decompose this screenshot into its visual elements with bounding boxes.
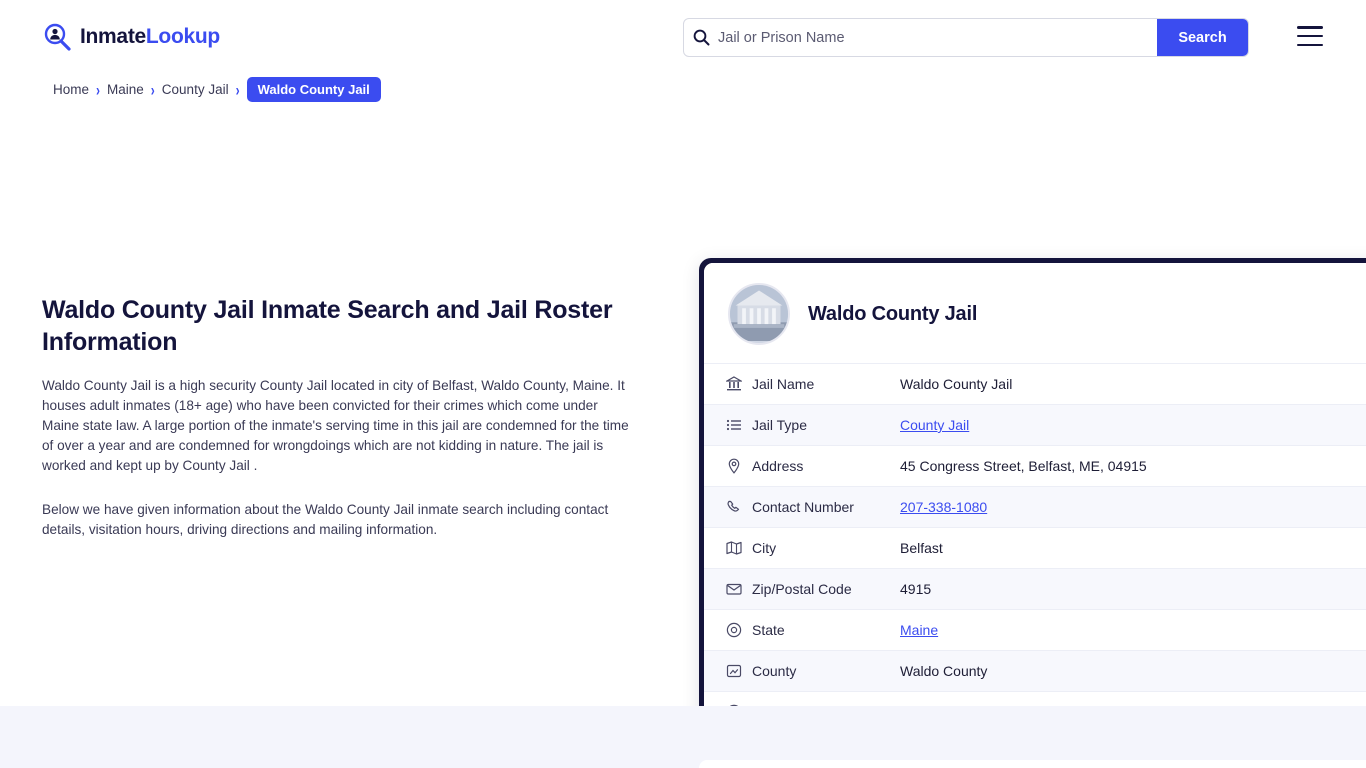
breadcrumb-item-home[interactable]: Home: [53, 82, 90, 97]
breadcrumb-item-current: Waldo County Jail: [247, 77, 381, 102]
jail-info-card-header: [704, 263, 1366, 363]
row-value-link[interactable]: 207-338-1080: [900, 499, 988, 515]
logo-text-accent: Lookup: [145, 25, 220, 48]
search-bar[interactable]: [683, 18, 1249, 57]
table-row: [704, 363, 1366, 404]
row-label: Address: [752, 458, 804, 474]
row-label: Contact Number: [752, 499, 854, 515]
map-icon: [726, 540, 752, 556]
row-value-link[interactable]: County Jail: [900, 417, 970, 433]
county-icon: [726, 663, 752, 679]
hamburger-menu-icon[interactable]: [1297, 26, 1323, 46]
jail-info-card-inner: [704, 263, 1366, 732]
bottom-section-strip: [0, 706, 1366, 768]
table-row: [704, 486, 1366, 527]
hamburger-bar: [1297, 44, 1323, 47]
breadcrumb-item-maine[interactable]: Maine: [107, 82, 144, 97]
site-header: [0, 0, 1366, 74]
row-value: 45 Congress Street, Belfast, ME, 04915: [900, 458, 1147, 474]
logo-text: [80, 25, 220, 49]
site-logo[interactable]: [42, 22, 220, 52]
main-content: [0, 102, 1366, 722]
row-label: Jail Type: [752, 417, 807, 433]
table-row: [704, 609, 1366, 650]
article-column: [42, 294, 642, 540]
row-label: Zip/Postal Code: [752, 581, 852, 597]
breadcrumb-item-county-jail[interactable]: County Jail: [161, 82, 229, 97]
article-paragraph-1: Waldo County Jail is a high security County Jail located in city of Belfast, Waldo County, Maine. It houses adult inmates (18+ age) who have been convicted for their crimes which come under Maine state law. A large portion of the inmate's serving time in this jail are condemned for the time of over a year and are condemned for wrongdoings which are not kidding in nature. The jail is worked and kept up by County Jail .: [42, 378, 629, 473]
article-paragraph-2: Below we have given information about the Waldo County Jail inmate search including contact details, visitation hours, driving directions and mailing information.: [42, 502, 609, 537]
row-value: Waldo County Jail: [900, 376, 1013, 392]
bank-building-icon: [726, 376, 752, 392]
table-row: [704, 404, 1366, 445]
row-value-link[interactable]: Maine: [900, 622, 939, 638]
bottom-card-edge: [699, 760, 1366, 768]
page-title: Waldo County Jail Inmate Search and Jail Roster Information: [42, 296, 613, 356]
table-row: [704, 527, 1366, 568]
row-label: County: [752, 663, 797, 679]
table-row: [704, 445, 1366, 486]
phone-icon: [726, 499, 752, 515]
row-label: Jail Name: [752, 376, 815, 392]
map-pin-icon: [726, 458, 752, 474]
table-row: [704, 650, 1366, 691]
jail-building-photo: [728, 283, 790, 345]
row-label: State: [752, 622, 785, 638]
search-input[interactable]: [718, 19, 1157, 56]
chevron-right-icon: ›: [150, 79, 155, 100]
hamburger-bar: [1297, 35, 1323, 38]
search-icon: [684, 29, 718, 46]
jail-card-title: Waldo County Jail: [808, 302, 978, 325]
table-row: [704, 568, 1366, 609]
search-button[interactable]: Search: [1157, 19, 1248, 56]
breadcrumb: [53, 77, 1366, 102]
row-value: 4915: [900, 581, 932, 597]
row-label: City: [752, 540, 777, 556]
jail-info-card: [699, 258, 1366, 737]
chevron-right-icon: ›: [235, 79, 240, 100]
logo-text-primary: Inmate: [80, 25, 146, 48]
row-value: Belfast: [900, 540, 943, 556]
hamburger-bar: [1297, 26, 1323, 29]
envelope-icon: [726, 581, 752, 597]
list-icon: [726, 417, 752, 433]
magnifier-person-icon: [42, 22, 72, 52]
badge-icon: [726, 622, 752, 638]
row-value: Waldo County: [900, 663, 988, 679]
chevron-right-icon: ›: [96, 79, 101, 100]
